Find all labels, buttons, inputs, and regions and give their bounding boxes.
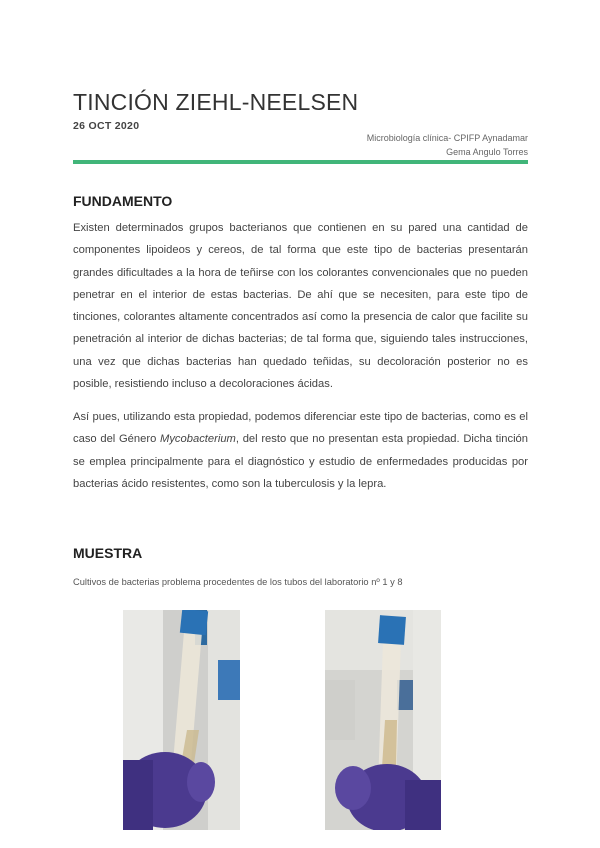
- paragraph-fundamento-1: Existen determinados grupos bacterianos que contienen en su pared una cantidad de componentes lipoideos y cereos, de tal forma que este tipo de bacterias presentarán grandes dificultades a la hora de teñirse con los colorantes convencionales que no pueden penetrar en el interior de estas bacterias. De ahí que se necesiten, para este tipo de tinciones, colorantes altamente concentrados así como la presencia de calor que facilite su penetración al interior de dichas bacterias; de tal forma que, siguiendo tales instrucciones, una vez que dichas bacterias han quedado teñidas, su decoloración posterior no es posible, resistiendo incluso a decoloraciones ácidas.: [73, 222, 528, 391]
- institution-label: Microbiología clínica- CPIFP Aynadamar: [366, 133, 528, 143]
- section-heading-muestra: MUESTRA: [73, 545, 143, 561]
- paragraph-text: , del resto que no presentan esta propiedad. Dicha tinción se emplea principalmente para el diagnóstico y estudio de enfermedades producidas por bacterias ácido resistentes, como son la tuberculosis y la lepra.: [73, 433, 529, 490]
- section-heading-fundamento: FUNDAMENTO: [73, 193, 173, 209]
- genus-name: Mycobacterium: [160, 433, 236, 446]
- author-label: Gema Angulo Torres: [446, 147, 528, 157]
- document-meta: [367, 131, 528, 159]
- title-divider: [73, 160, 528, 164]
- paragraph-fundamento-2: [73, 406, 528, 495]
- document-date: 26 OCT 2020: [73, 120, 140, 132]
- paragraph-text: Así pues, utilizando esta propiedad, podemos diferenciar este tipo de bacterias, como es el caso del Género: [73, 411, 528, 446]
- figure-caption: Cultivos de bacterias problema procedentes de los tubos del laboratorio nº 1 y 8: [73, 577, 403, 587]
- culture-tube-photo-8: [325, 610, 441, 830]
- culture-tube-photo-1: [123, 610, 240, 830]
- page-title: TINCIÓN ZIEHL-NEELSEN: [73, 89, 359, 115]
